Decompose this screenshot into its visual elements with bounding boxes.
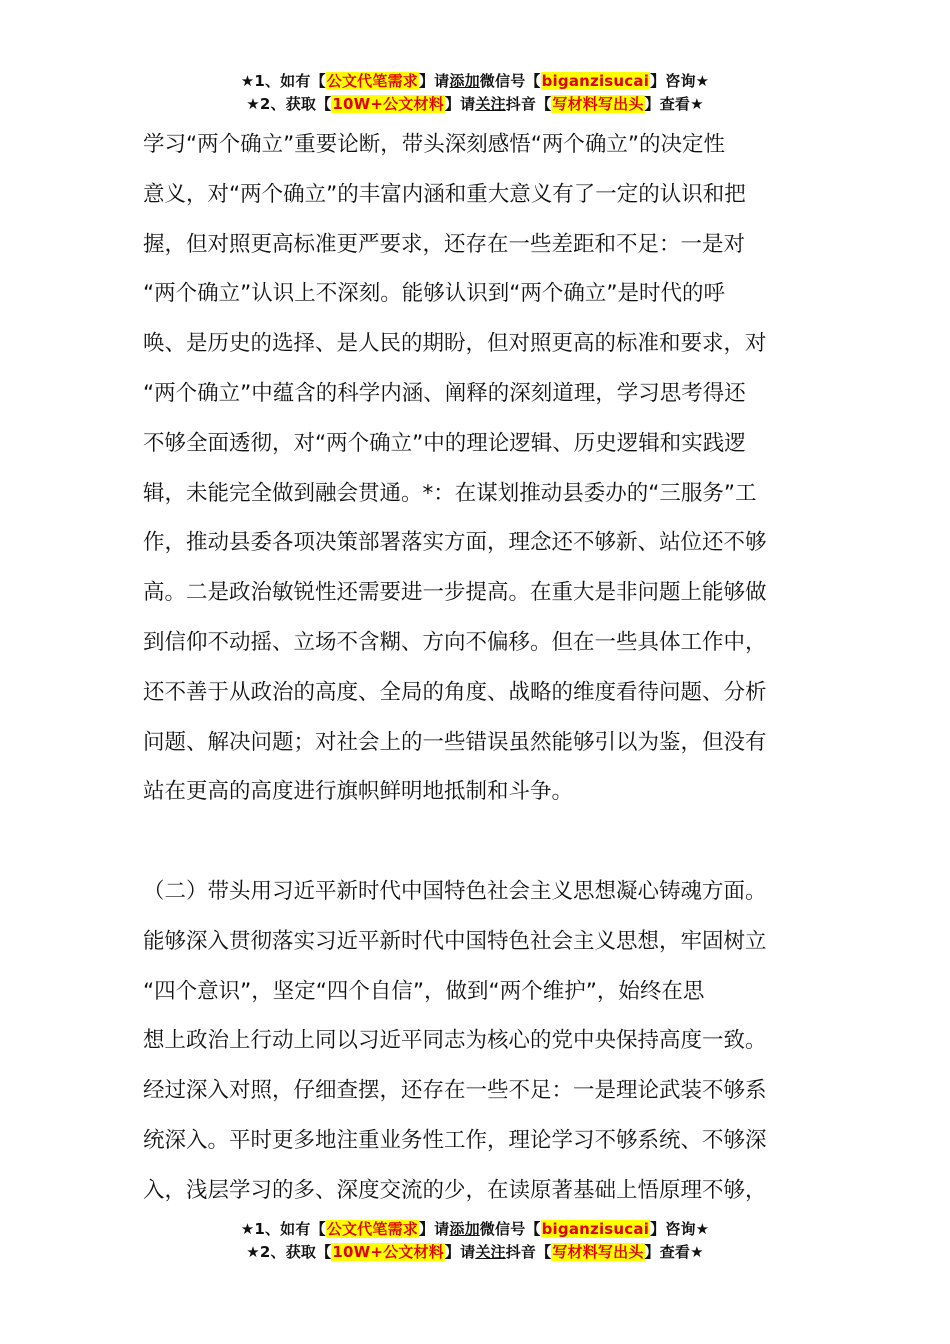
banner-text: 抖音【: [505, 1243, 552, 1261]
paragraph-gap: [143, 817, 811, 867]
banner-text: 】查看★: [644, 95, 704, 113]
text-line: 问题、解决问题；对社会上的一些错误虽然能够引以为鉴，但没有: [143, 729, 767, 755]
banner-line-1: [0, 1218, 950, 1241]
banner-text: ★1、如有【: [240, 1220, 326, 1238]
text-line: 高。二是政治敏锐性还需要进一步提高。在重大是非问题上能够做: [143, 580, 767, 606]
text-line: 还不善于从政治的高度、全局的角度、战略的维度看待问题、分析: [143, 679, 767, 705]
underlined-text: 添加: [449, 72, 480, 90]
banner-text: ★2、获取【: [246, 1243, 332, 1261]
text-line: 学习“两个确立”重要论断，带头深刻感悟“两个确立”的决定性: [143, 132, 726, 157]
text-line: “四个意识”，坚定“四个自信”，做到“两个维护”，始终在思: [143, 978, 705, 1004]
highlight-douyin: 写材料写出头: [552, 95, 644, 113]
text-line: “两个确立”认识上不深刻。能够认识到“两个确立”是时代的呼: [143, 281, 726, 307]
banner-text: 】请: [444, 1243, 476, 1261]
highlight-service: 公文代笔需求: [326, 72, 418, 90]
text-line: 想上政治上行动上同以习近平同志为核心的党中央保持高度一致。: [143, 1028, 767, 1054]
banner-text: 】请: [444, 95, 476, 113]
banner-text: 微信号【: [479, 72, 541, 90]
paragraph-1: [143, 120, 811, 817]
banner-text: 】请: [418, 1220, 450, 1238]
underlined-text: 关注: [475, 95, 506, 113]
banner-text: 】请: [418, 72, 450, 90]
banner-text: 抖音【: [505, 95, 552, 113]
underlined-text: 关注: [475, 1243, 506, 1261]
banner-line-2: [0, 1241, 950, 1264]
text-line: 统深入。平时更多地注重业务性工作，理论学习不够系统、不够深: [143, 1127, 767, 1153]
document-body: [143, 120, 811, 1216]
text-line: 站在更高的高度进行旗帜鲜明地抵制和斗争。: [143, 779, 574, 805]
banner-line-2: [0, 93, 950, 116]
text-line: 经过深入对照，仔细查摆，还存在一些不足：一是理论武装不够系: [143, 1078, 767, 1104]
highlight-materials: 10W+公文材料: [332, 95, 444, 113]
banner-text: 】咨询★: [650, 1220, 710, 1238]
highlight-wechat-id: biganzisucai: [541, 1220, 650, 1238]
footer-banner: [0, 1218, 950, 1264]
text-line: “两个确立”中蕴含的科学内涵、阐释的深刻道理，学习思考得还: [143, 380, 746, 406]
highlight-service: 公文代笔需求: [326, 1220, 418, 1238]
text-line: 不够全面透彻，对“两个确立”中的理论逻辑、历史逻辑和实践逻: [143, 430, 746, 456]
text-line: 作，推动县委各项决策部署落实方面，理念还不够新、站位还不够: [143, 530, 767, 556]
text-line: 意义，对“两个确立”的丰富内涵和重大意义有了一定的认识和把: [143, 181, 746, 207]
text-line: 唤、是历史的选择、是人民的期盼，但对照更高的标准和要求，对: [143, 331, 767, 357]
banner-text: ★1、如有【: [240, 72, 326, 90]
text-line: 握，但对照更高标准更严要求，还存在一些差距和不足：一是对: [143, 231, 746, 257]
highlight-materials: 10W+公文材料: [332, 1243, 444, 1261]
highlight-wechat-id: biganzisucai: [541, 72, 650, 90]
banner-line-1: [0, 70, 950, 93]
text-line: 入，浅层学习的多、深度交流的少，在读原著基础上悟原理不够，: [143, 1177, 767, 1203]
paragraph-2: [143, 867, 811, 1216]
banner-text: 】查看★: [644, 1243, 704, 1261]
banner-text: 微信号【: [479, 1220, 541, 1238]
banner-text: 】咨询★: [650, 72, 710, 90]
underlined-text: 添加: [449, 1220, 480, 1238]
section-heading: （二）带头用习近平新时代中国特色社会主义思想凝心铸魂方面。: [143, 878, 767, 904]
highlight-douyin: 写材料写出头: [552, 1243, 644, 1261]
banner-text: ★2、获取【: [246, 95, 332, 113]
header-banner: [0, 70, 950, 116]
text-line: 到信仰不动摇、立场不含糊、方向不偏移。但在一些具体工作中，: [143, 629, 767, 655]
text-line: 能够深入贯彻落实习近平新时代中国特色社会主义思想，牢固树立: [143, 928, 767, 954]
text-line: 辑，未能完全做到融会贯通。*：在谋划推动县委办的“三服务”工: [143, 480, 757, 506]
